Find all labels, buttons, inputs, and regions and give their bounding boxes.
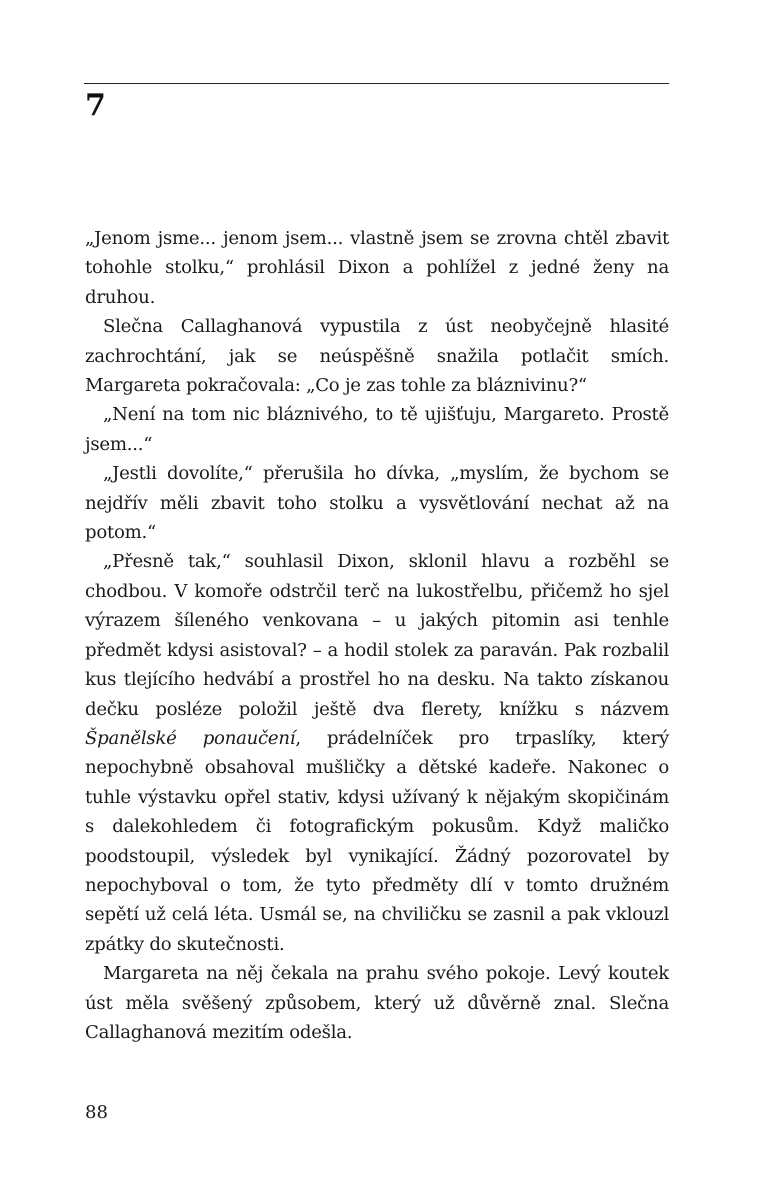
paragraph: „Jestli dovolíte,“ přerušila ho dívka, „myslím, že bychom se nejdřív měli zbavit toho stolku a vysvětlování nechat až na potom.“ bbox=[85, 463, 669, 544]
header-rule bbox=[84, 83, 669, 84]
paragraph: Slečna Callaghanová vypustila z úst neobyčejně hlasité zachrochtání, jak se neúspěšně snažila potlačit smích. Margareta pokračovala: „Co je zas tohle za bláznivinu?“ bbox=[85, 316, 669, 397]
chapter-number: 7 bbox=[85, 88, 106, 123]
paragraph bbox=[85, 547, 669, 959]
body-text bbox=[85, 224, 669, 1047]
paragraph: „Jenom jsme... jenom jsem... vlastně jsem se zrovna chtěl zbavit tohohle stolku,“ prohlásil Dixon a pohlížel z jedné ženy na druhou. bbox=[85, 228, 669, 308]
paragraph-text: , prádelníček pro trpaslíky, který nepochybně obsahoval mušličky a dětské kadeře. Nakonec o tuhle výstavku opřel stativ, kdysi užívaný k nějakým skopičinám s dalekohledem či fotografickým pokusům. Když maličko poodstoupil, výsledek byl vynikající. Žádný pozorovatel by nepochyboval o tom, že tyto předměty dlí v tomto družném sepětí už celá léta. Usmál se, na chviličku se zasnil a pak vklouzl zpátky do skutečnosti. bbox=[85, 727, 669, 955]
paragraph: Margareta na něj čekala na prahu svého pokoje. Levý koutek úst měla svěšený způsobem, který už důvěrně znal. Slečna Callaghanová mezitím odešla. bbox=[85, 963, 669, 1043]
page-number: 88 bbox=[85, 1102, 108, 1123]
paragraph-text: „Přesně tak,“ souhlasil Dixon, sklonil hlavu a rozběhl se chodbou. V komoře odstrčil terč na lukostřelbu, přičemž ho sjel výrazem šíleného venkovana – u jakých pitomin asi tenhle předmět kdysi asistoval? – a hodil stolek za paraván. Pak rozbalil kus tlejícího hedvábí a prostřel ho na desku. Na takto získanou dečku posléze položil ještě dva flerety, knížku s názvem bbox=[85, 551, 669, 720]
paragraph: „Není na tom nic bláznivého, to tě ujišťuju, Margareto. Prostě jsem...“ bbox=[85, 404, 669, 455]
book-title: Španělské ponaučení bbox=[85, 727, 296, 749]
